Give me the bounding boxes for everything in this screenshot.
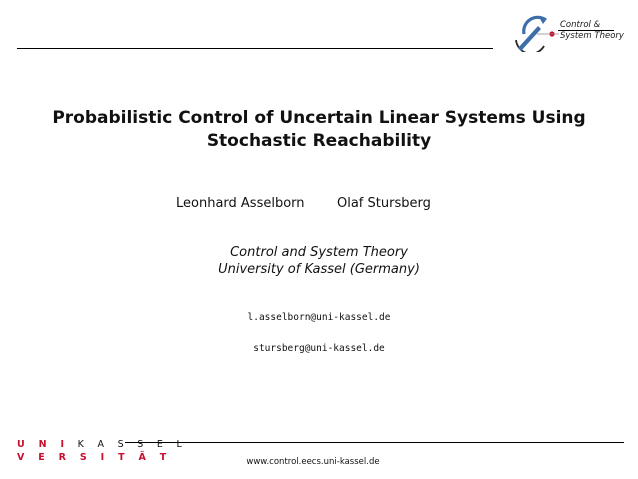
slide-title bbox=[0, 107, 638, 153]
header-rule bbox=[17, 48, 493, 49]
logo-text-line1: Control & bbox=[560, 20, 601, 30]
email-address[interactable]: l.asselborn@uni-kassel.de bbox=[247, 312, 391, 323]
uni-logo-red-text: V E R S I T Ä T bbox=[17, 452, 172, 463]
uni-logo-black-text: K A S S E L bbox=[77, 439, 188, 450]
email-address[interactable]: stursberg@uni-kassel.de bbox=[253, 343, 385, 354]
uni-logo-red-text: U N I bbox=[17, 439, 70, 450]
affiliation bbox=[0, 244, 638, 278]
author-name: Olaf Stursberg bbox=[337, 196, 431, 211]
title-line1: Probabilistic Control of Uncertain Linear Systems Using bbox=[52, 108, 586, 128]
affiliation-line2: University of Kassel (Germany) bbox=[218, 262, 420, 277]
author-name: Leonhard Asselborn bbox=[176, 196, 305, 211]
logo-text bbox=[560, 20, 624, 42]
footer-url[interactable]: www.control.eecs.uni-kassel.de bbox=[246, 457, 380, 467]
title-line2: Stochastic Reachability bbox=[206, 131, 432, 151]
footer-rule bbox=[125, 442, 624, 443]
uni-logo-row1 bbox=[17, 438, 187, 451]
logo-divider bbox=[558, 30, 614, 31]
affiliation-line1: Control and System Theory bbox=[230, 245, 408, 260]
logo-text-line2: System Theory bbox=[560, 31, 624, 41]
